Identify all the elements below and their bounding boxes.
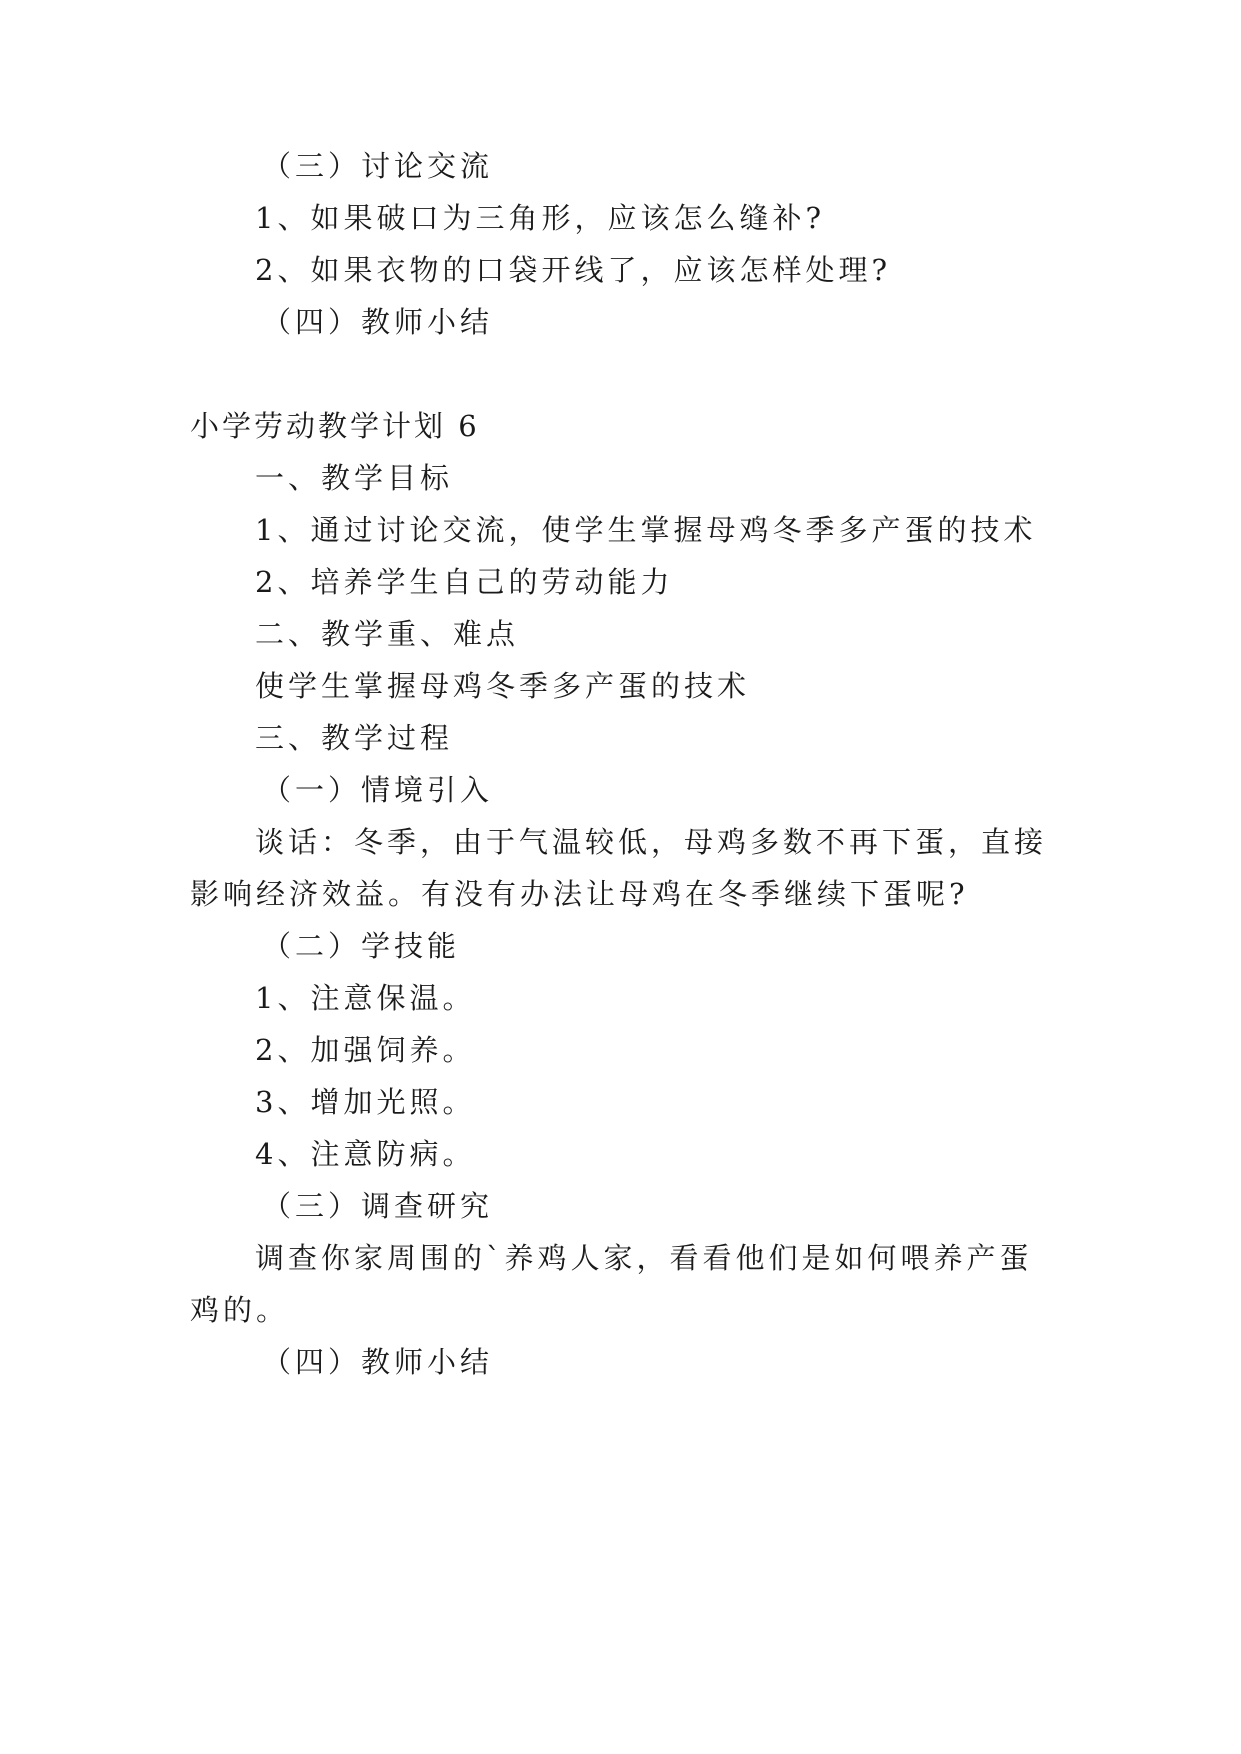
list-item: 1、如果破口为三角形，应该怎么缝补? [255,201,825,235]
section-heading-summary: （四）教师小结 [262,305,494,339]
section-heading-discussion: （三）讨论交流 [262,149,494,183]
section-heading-process: 三、教学过程 [255,721,454,755]
list-item: 4、注意防病。 [255,1137,476,1171]
list-item: 1、通过讨论交流，使学生掌握母鸡冬季多产蛋的技术 [255,513,1037,547]
subsection-heading-research: （三）调查研究 [262,1189,494,1223]
paragraph-line: 影响经济效益。有没有办法让母鸡在冬季继续下蛋呢? [190,877,969,911]
paragraph-line: 调查你家周围的`养鸡人家，看看他们是如何喂养产蛋 [255,1241,1033,1275]
list-item: 2、加强饲养。 [255,1033,476,1067]
subsection-heading-skills: （二）学技能 [262,929,461,963]
page-title: 小学劳动教学计划 6 [190,409,480,443]
paragraph-line: 谈话：冬季，由于气温较低，母鸡多数不再下蛋，直接 [255,825,1048,859]
section-heading-key-points: 二、教学重、难点 [255,617,520,651]
paragraph: 使学生掌握母鸡冬季多产蛋的技术 [255,669,751,703]
section-heading-goals: 一、教学目标 [255,461,454,495]
subsection-heading-summary: （四）教师小结 [262,1345,494,1379]
paragraph-line: 鸡的。 [190,1293,290,1327]
list-item: 3、增加光照。 [255,1085,476,1119]
subsection-heading-intro: （一）情境引入 [262,773,494,807]
list-item: 2、如果衣物的口袋开线了，应该怎样处理? [255,253,891,287]
list-item: 1、注意保温。 [255,981,476,1015]
list-item: 2、培养学生自己的劳动能力 [255,565,674,599]
